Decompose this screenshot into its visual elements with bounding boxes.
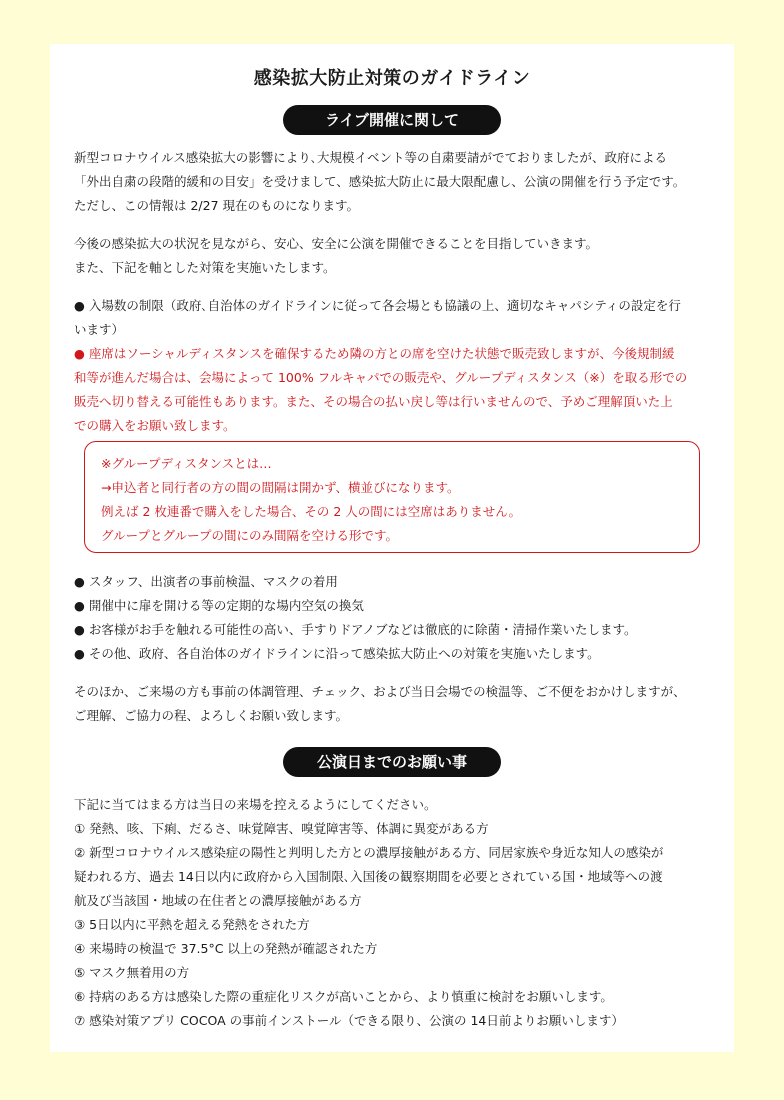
bullet-capacity: ● 入場数の制限（政府､自治体のガイドラインに従って各会場とも協議の上、適切なキャパシティの設定を行 います） bbox=[74, 298, 681, 337]
list-item: ④ 来場時の検温で 37.5°C 以上の発熱が確認された方 bbox=[74, 941, 378, 956]
list-item: ⑦ 感染対策アプリ COCOA の事前インストール（できる限り、公演の 14日前よりお願いします） bbox=[74, 1013, 624, 1028]
bullet-seating: ● 座席はソーシャルディスタンスを確保するため隣の方との席を空けた状態で販売致しますが、今後規制緩 和等が進んだ場合は、会場によって 100% フルキャパでの販売や、グループディスタンス（※）を取る形での 販売へ切り替える可能性もあります。また、その場合の払い戻し等は行いませんので、予めご理解頂いた上 での購入をお願い致します。 bbox=[74, 346, 688, 433]
closing-paragraph: そのほか、ご来場の方も事前の体調管理、チェック、および当日会場での検温等、ご不便をおかけしますが、 ご理解、ご協力の程、よろしくお願い致します。 bbox=[74, 684, 686, 723]
list-item: ● スタッフ、出演者の事前検温、マスクの着用 bbox=[74, 574, 338, 589]
requests-list bbox=[74, 793, 714, 1033]
group-distance-note: ※グループディスタンスとは… →申込者と同行者の方の間の間隔は開かず、横並びになります。 例えば 2 枚連番で購入をした場合、その 2 人の間には空席はありません。 グループとグループの間にのみ間隔を空ける形です。 bbox=[84, 441, 700, 553]
section-heading-requests: 公演日までのお願い事 bbox=[283, 747, 501, 777]
list-item: ● 開催中に扉を開ける等の定期的な場内空気の換気 bbox=[74, 598, 364, 613]
document-page bbox=[50, 44, 734, 1052]
document-title: 感染拡大防止対策のガイドライン bbox=[253, 68, 531, 89]
measures-list bbox=[74, 570, 714, 666]
list-item: ● お客様がお手を触れる可能性の高い、手すりドアノブなどは徹底的に除菌・清掃作業いたします。 bbox=[74, 622, 637, 637]
intro-paragraph-2: 今後の感染拡大の状況を見ながら、安心、安全に公演を開催できることを目指していきます。 また、下記を軸とした対策を実施いたします。 bbox=[74, 236, 599, 275]
section-heading-live: ライブ開催に関して bbox=[283, 105, 501, 135]
list-item: 疑われる方、過去 14日以内に政府から入国制限､入国後の観察期間を必要とされている国・地域等への渡 bbox=[74, 869, 663, 884]
list-item: ③ 5日以内に平熱を超える発熱をされた方 bbox=[74, 917, 310, 932]
list-item: ① 発熱、咳、下痢、だるさ、味覚障害、嗅覚障害等、体調に異変がある方 bbox=[74, 821, 489, 836]
list-item: ● その他、政府、各自治体のガイドラインに沿って感染拡大防止への対策を実施いたします。 bbox=[74, 646, 600, 661]
intro-paragraph: 新型コロナウイルス感染拡大の影響により､大規模イベント等の自粛要請がでておりましたが、政府による 「外出自粛の段階的緩和の目安」を受けまして、感染拡大防止に最大限配慮し、公演の開催を行う予定です。 ただし、この情報は 2/27 現在のものになります。 bbox=[74, 150, 686, 213]
list-item: ② 新型コロナウイルス感染症の陽性と判明した方との濃厚接触がある方、同居家族や身近な知人の感染が bbox=[74, 845, 664, 860]
list-item: ⑥ 持病のある方は感染した際の重症化リスクが高いことから、より慎重に検討をお願いします。 bbox=[74, 989, 613, 1004]
list-item: 下記に当てはまる方は当日の来場を控えるようにしてください。 bbox=[74, 797, 437, 812]
list-item: ⑤ マスク無着用の方 bbox=[74, 965, 190, 980]
list-item: 航及び当該国・地域の在住者との濃厚接触がある方 bbox=[74, 893, 362, 908]
